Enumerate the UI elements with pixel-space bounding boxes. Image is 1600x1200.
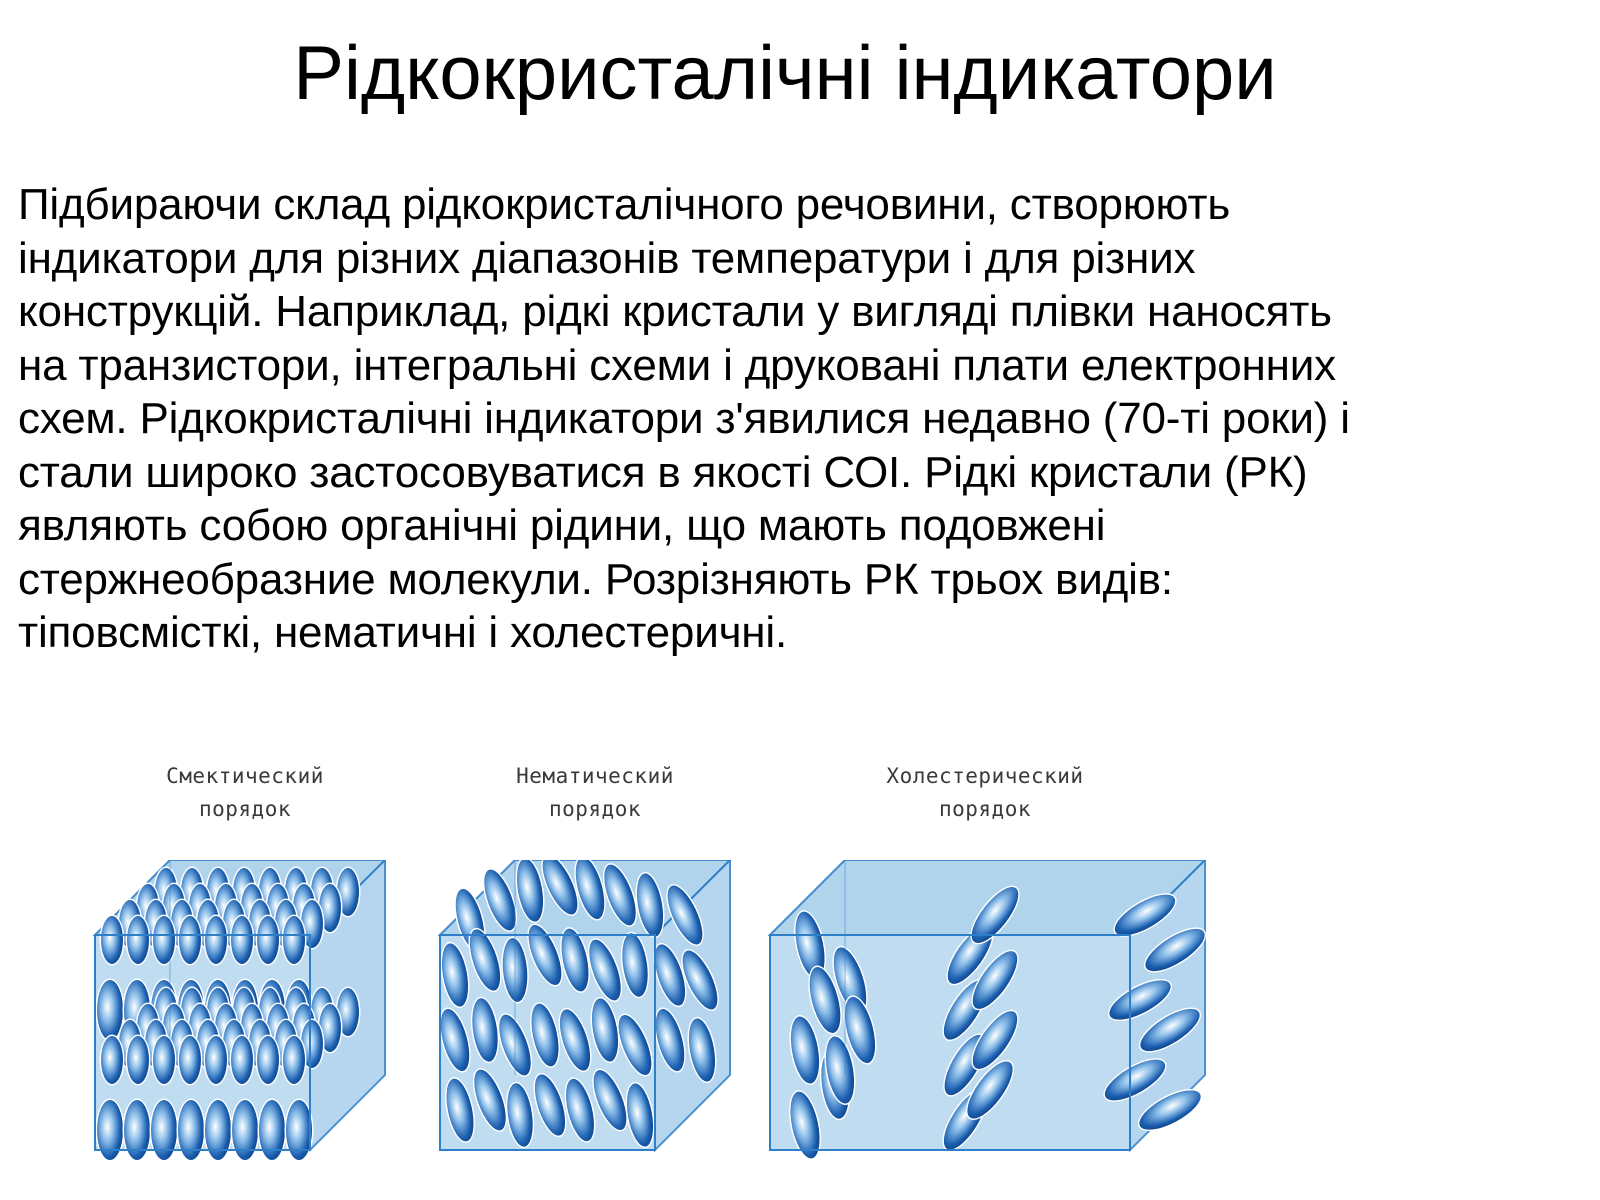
molecule xyxy=(204,1035,229,1086)
molecule xyxy=(152,915,177,966)
paragraph-line: стержнеобразние молекули. Розрізняють РК трьох видів: xyxy=(18,554,1173,604)
cubes-illustration xyxy=(90,860,1230,1170)
molecule xyxy=(204,1099,233,1162)
molecule xyxy=(230,915,255,966)
molecule xyxy=(258,1099,287,1162)
cholesteric-cube xyxy=(770,860,1213,1163)
molecule xyxy=(123,1099,152,1162)
molecule xyxy=(282,1035,307,1086)
paragraph-line: схем. Рідкокристалічні індикатори з'явилися недавно (70-ті роки) і xyxy=(18,394,1350,443)
molecule xyxy=(231,1099,260,1162)
caption-nematic: Нематический порядок xyxy=(516,764,674,821)
molecule xyxy=(152,1035,177,1086)
paragraph-line: індикатори для різних діапазонів температури і для різних xyxy=(18,233,1196,283)
molecule xyxy=(126,915,151,966)
paragraph-line: тіповсмісткі, нематичні і холестеричні. xyxy=(18,608,787,657)
molecule xyxy=(178,915,203,966)
molecule xyxy=(150,1099,179,1162)
paragraph-line: стали широко застосовуватися в якості СОІ. Рідкі кристали (РК) xyxy=(18,447,1308,497)
molecule xyxy=(100,915,125,966)
molecule xyxy=(178,1035,203,1086)
molecule xyxy=(96,1099,125,1162)
smectic-cube xyxy=(95,860,385,1162)
slide-title: Рідкокристалічні індикатори xyxy=(293,31,1277,116)
paragraph-line: конструкцій. Наприклад, рідкі кристали у вигляді плівки наносять xyxy=(18,287,1332,336)
paragraph-line: на транзистори, інтегральні схеми і друковані плати електронних xyxy=(18,340,1336,390)
molecule xyxy=(126,1035,151,1086)
body-paragraph xyxy=(18,178,1593,660)
paragraph-line: Підбираючи склад рідкокристалічного речовини, створюють xyxy=(18,180,1231,229)
caption-smectic: Смектический порядок xyxy=(166,764,324,821)
molecule xyxy=(256,1035,281,1086)
caption-cholesteric: Холестерический порядок xyxy=(886,764,1084,821)
paragraph-line: являють собою органічні рідини, що мають подовжені xyxy=(18,501,1106,550)
molecule xyxy=(256,915,281,966)
molecule xyxy=(282,915,307,966)
molecule xyxy=(177,1099,206,1162)
molecule xyxy=(100,1035,125,1086)
liquid-crystal-figure xyxy=(90,764,1230,1190)
molecule xyxy=(230,1035,255,1086)
molecule xyxy=(204,915,229,966)
nematic-cube xyxy=(433,860,730,1150)
